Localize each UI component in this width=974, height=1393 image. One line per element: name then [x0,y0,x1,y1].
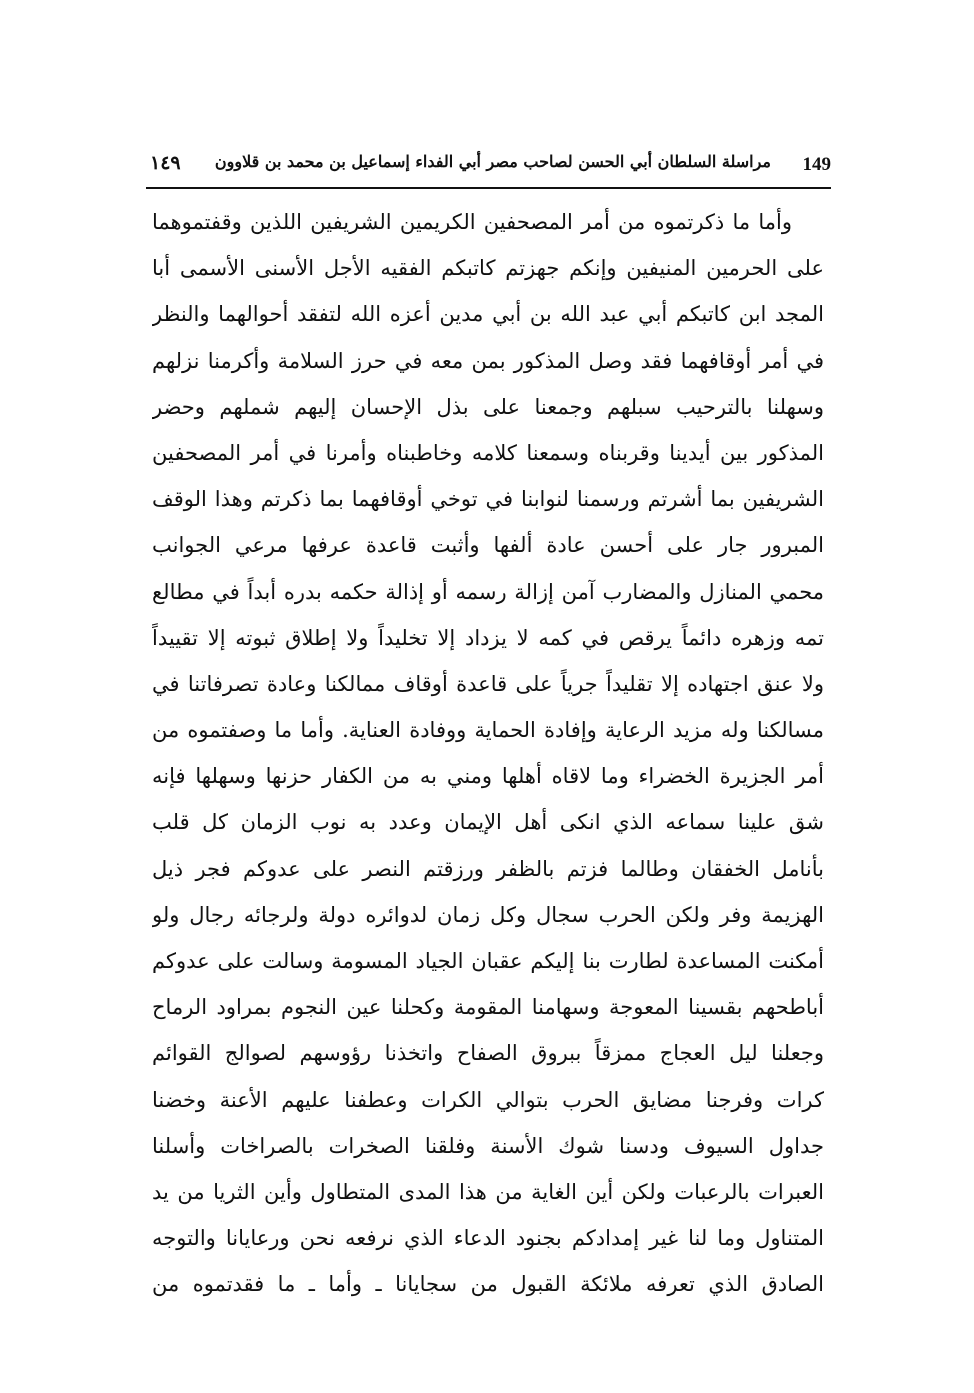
text-line: المذكور بين أيدينا وقربناه وسمعنا كلامه وخاطبناه وأمرنا في أمر المصحفين [152,440,824,465]
text-line: أمكنت المساعدة لطارت بنا إليكم عقبان الجياد المسومة وسالت على عدوكم [152,949,824,973]
text-line: الشريفين بما أشرتم ورسمنا لنوابنا في توخي أوقافهما بما ذكرتم وهذا الوقف [152,487,824,512]
text-line: تمه وزهره دائماً يرقص في كمه لا يزداد إلا تخليداً ولا إطلاق ثبوته إلا تقييداً [152,625,824,650]
text-line: المتناول وما لنا غير إمدادكم بجنود الدعاء الذي نرفعه نحن ورعايانا والتوجه [152,1226,824,1251]
text-line: على الحرمين المنيفين وإنكم جهزتم كاتبكم الفقيه الأجل الأسنى الأسمى أبا [152,256,824,281]
text-line: كرات وفرجنا مضايق الحرب بتوالي الكرات وعطفنا عليهم الأعنة وخضنا [152,1087,824,1112]
text-line: الصادق الذي تعرفه ملائكة القبول من سجايانا ـ وأما ـ ما فقدتموه من [152,1272,824,1297]
text-line: وجعلنا ليل العجاج ممزقاً ببروق الصفاح واتخذنا رؤوسهم لصوالج القوائم [152,1041,824,1066]
text-line: أباطحهم بقسينا المعوجة وسهامنا المقومة وكحلنا عين النجوم بمراود الرماح [152,995,824,1020]
text-line: وأما ما ذكرتموه من أمر المصحفين الكريمين الشريفين اللذين وقفتموهما [152,210,792,234]
text-line: أمر الجزيرة الخضراء وما لاقاه أهلها ومني به من الكفار حزنها وسهلها فإنه [152,764,824,789]
page-number-latin: 149 [802,154,831,175]
text-line: ولا عنق اجتهاده إلا تقليداً جرياً على قاعدة أوقاف ممالكنا وعادة تصرفاتنا في [152,671,824,696]
header-rule [146,187,831,189]
body-text [152,199,824,1308]
text-line: المبرور جار على أحسن عادة ألفها وأثبت قاعدة عرفها مرعي الجوانب [152,533,824,558]
text-line: العبرات بالرعبات ولكن أين الغاية من هذا المدى المتطاول وأين الثريا من يد [152,1179,824,1204]
text-line: الهزيمة وفر ولكن الحرب سجال وكل زمان لدوائره دولة ولرجائه رجال ولو [152,902,824,927]
running-header [146,148,831,188]
text-line: وسهلنا بالترحيب سبلهم وجمعنا على بذل الإحسان إليهم شملهم وحضر [152,394,824,419]
text-line: شق علينا سماعه الذي انكى أهل الإيمان وعدد به نوب الزمان كل قلب [152,810,824,835]
text-line: المجد ابن كاتبكم أبي عبد الله بن أبي مدين أعزه الله لتفقد أحوالهما والنظر [152,302,824,327]
running-header-title: مراسلة السلطان أبي الحسن لصاحب مصر أبي الفداء إسماعيل بن محمد بن قلاوون [214,152,771,171]
text-line: محمي المنازل والمضارب آمن إزالة رسمه أو إذالة حكمه بدره أبداً في مطالع [152,579,824,604]
page-number-arabic: ١٤٩ [150,152,181,174]
text-line: في أمر أوقافهما فقد وصل المذكور بمن معه في حرز السلامة وأكرمنا نزلهم [152,348,824,373]
text-line: مسالكنا وله مزيد الرعاية وإفادة الحماية ووفادة العناية. وأما ما وصفتموه من [152,718,824,743]
text-line: جداول السيوف ودسنا شوك الأسنة وفلقنا الصخرات بالصراخات وأسلنا [152,1133,824,1158]
text-line: بأنامل الخفقان وطالما فزتم بالظفر ورزقتم النصر على عدوكم فجر ذيل [152,856,824,881]
